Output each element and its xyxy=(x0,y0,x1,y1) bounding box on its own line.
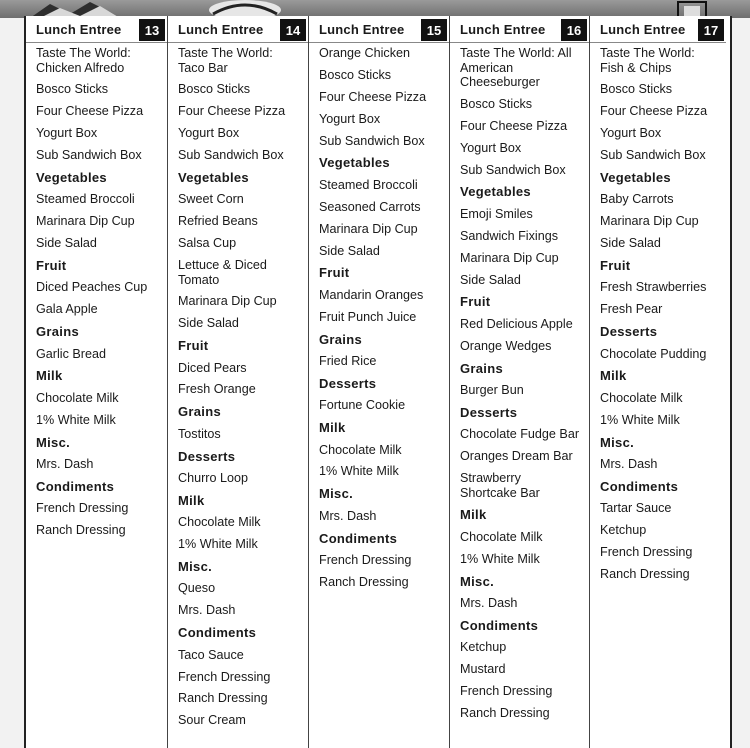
column-body xyxy=(168,43,308,728)
section-heading: Misc. xyxy=(319,486,354,502)
section-heading: Milk xyxy=(460,507,487,523)
entree-item: Bosco Sticks xyxy=(319,67,392,82)
menu-item: Ranch Dressing xyxy=(319,574,409,589)
menu-item: Ketchup xyxy=(460,640,507,655)
column-body xyxy=(590,43,726,581)
menu-item: Tartar Sauce xyxy=(600,501,672,516)
entree-item: Yogurt Box xyxy=(600,126,662,141)
entree-item: Taste The World: All American Cheeseburger xyxy=(460,46,572,89)
section-heading: Misc. xyxy=(600,434,635,450)
menu-item: Mandarin Oranges xyxy=(319,287,424,302)
day-column-14 xyxy=(168,16,309,748)
menu-item: 1% White Milk xyxy=(319,464,399,479)
entree-item: Four Cheese Pizza xyxy=(178,104,286,119)
menu-item: Ranch Dressing xyxy=(460,705,550,720)
menu-item: French Dressing xyxy=(178,669,271,684)
menu-sheet xyxy=(24,16,732,748)
menu-item: Fresh Pear xyxy=(600,302,663,317)
column-title: Lunch Entree xyxy=(460,21,546,37)
entree-item: Sub Sandwich Box xyxy=(460,162,566,177)
section-heading: Desserts xyxy=(178,448,236,464)
column-title: Lunch Entree xyxy=(600,21,686,37)
section-heading: Milk xyxy=(178,492,205,508)
menu-item: Mrs. Dash xyxy=(319,508,377,523)
section-heading: Grains xyxy=(36,324,79,340)
menu-item: Mrs. Dash xyxy=(178,603,236,618)
section-heading: Desserts xyxy=(600,324,658,340)
section-heading: Grains xyxy=(319,331,362,347)
section-heading: Condiments xyxy=(600,478,679,494)
entree-item: Bosco Sticks xyxy=(36,82,109,97)
column-title: Lunch Entree xyxy=(319,21,405,37)
menu-item: French Dressing xyxy=(460,684,553,699)
column-header xyxy=(450,16,589,43)
menu-item: Chocolate Milk xyxy=(600,390,683,405)
section-heading: Milk xyxy=(36,368,63,384)
menu-item: Side Salad xyxy=(178,316,239,331)
section-heading: Vegetables xyxy=(600,169,671,185)
entree-item: Four Cheese Pizza xyxy=(600,104,708,119)
menu-item: Queso xyxy=(178,581,216,596)
menu-item: Diced Peaches Cup xyxy=(36,280,148,295)
menu-item: Churro Loop xyxy=(178,471,249,486)
menu-item: Ketchup xyxy=(600,523,647,538)
menu-item: Marinara Dip Cup xyxy=(600,214,699,229)
menu-item: Marinara Dip Cup xyxy=(319,221,418,236)
section-heading: Milk xyxy=(600,368,627,384)
entree-item: Yogurt Box xyxy=(319,111,381,126)
section-heading: Fruit xyxy=(600,258,631,274)
section-heading: Condiments xyxy=(460,617,539,633)
menu-item: Gala Apple xyxy=(36,302,98,317)
entree-item: Sub Sandwich Box xyxy=(319,133,425,148)
menu-item: French Dressing xyxy=(600,545,693,560)
day-column-15 xyxy=(309,16,450,748)
entree-item: Sub Sandwich Box xyxy=(178,148,284,163)
section-heading: Grains xyxy=(460,360,503,376)
entree-item: Four Cheese Pizza xyxy=(36,104,144,119)
menu-item: Red Delicious Apple xyxy=(460,316,573,331)
entree-item: Bosco Sticks xyxy=(460,96,533,111)
menu-item: Seasoned Carrots xyxy=(319,199,421,214)
section-heading: Fruit xyxy=(460,294,491,310)
section-heading: Condiments xyxy=(319,530,398,546)
menu-item: Lettuce & Diced Tomato xyxy=(178,258,267,287)
section-heading: Grains xyxy=(178,404,221,420)
menu-item: Taco Sauce xyxy=(178,647,244,662)
column-header xyxy=(309,16,449,43)
section-heading: Milk xyxy=(319,420,346,436)
menu-item: Sour Cream xyxy=(178,713,246,728)
menu-item: Side Salad xyxy=(460,272,521,287)
menu-item: Marinara Dip Cup xyxy=(178,294,277,309)
day-column-17 xyxy=(590,16,726,748)
menu-item: Fresh Orange xyxy=(178,382,256,397)
menu-item: Chocolate Fudge Bar xyxy=(460,427,580,442)
section-heading: Vegetables xyxy=(319,155,390,171)
entree-item: Four Cheese Pizza xyxy=(460,118,568,133)
day-column-13 xyxy=(26,16,168,748)
day-number-badge: 15 xyxy=(421,19,447,41)
entree-item: Sub Sandwich Box xyxy=(36,148,142,163)
section-heading: Misc. xyxy=(36,434,71,450)
column-title: Lunch Entree xyxy=(36,21,122,37)
section-heading: Fruit xyxy=(319,265,350,281)
menu-item: Chocolate Milk xyxy=(319,442,402,457)
menu-item: Chocolate Milk xyxy=(36,390,119,405)
menu-item: Chocolate Milk xyxy=(460,529,543,544)
menu-item: Diced Pears xyxy=(178,360,247,375)
menu-item: Emoji Smiles xyxy=(460,206,533,221)
column-body xyxy=(450,43,589,720)
menu-item: Mustard xyxy=(460,662,506,677)
menu-item: Side Salad xyxy=(36,236,97,251)
entree-item: Four Cheese Pizza xyxy=(319,89,427,104)
menu-item: Mrs. Dash xyxy=(600,457,658,472)
menu-item: Chocolate Pudding xyxy=(600,346,707,361)
section-heading: Condiments xyxy=(36,478,115,494)
entree-item: Taste The World: Taco Bar xyxy=(178,46,273,75)
section-heading: Fruit xyxy=(36,258,67,274)
menu-item: Sandwich Fixings xyxy=(460,228,558,243)
entree-item: Taste The World: Chicken Alfredo xyxy=(36,46,131,75)
menu-item: Side Salad xyxy=(600,236,661,251)
menu-item: French Dressing xyxy=(36,501,129,516)
menu-item: Marinara Dip Cup xyxy=(36,214,135,229)
menu-item: Steamed Broccoli xyxy=(36,192,135,207)
menu-item: Garlic Bread xyxy=(36,346,106,361)
menu-item: Tostitos xyxy=(178,426,221,441)
menu-item: Fresh Strawberries xyxy=(600,280,707,295)
section-heading: Misc. xyxy=(460,573,495,589)
section-heading: Fruit xyxy=(178,338,209,354)
menu-item: Ranch Dressing xyxy=(600,566,690,581)
menu-item: Refried Beans xyxy=(178,214,258,229)
column-header xyxy=(26,16,167,43)
menu-item: Ranch Dressing xyxy=(178,691,268,706)
entree-item: Taste The World: Fish & Chips xyxy=(600,46,695,75)
menu-item: Oranges Dream Bar xyxy=(460,449,573,464)
entree-item: Yogurt Box xyxy=(36,126,98,141)
section-heading: Vegetables xyxy=(178,169,249,185)
menu-item: 1% White Milk xyxy=(460,551,540,566)
menu-item: 1% White Milk xyxy=(600,412,680,427)
menu-item: Baby Carrots xyxy=(600,192,674,207)
entree-item: Yogurt Box xyxy=(178,126,240,141)
entree-item: Bosco Sticks xyxy=(600,82,673,97)
menu-item: Fried Rice xyxy=(319,353,377,368)
entree-item: Orange Chicken xyxy=(319,46,411,60)
menu-item: Orange Wedges xyxy=(460,338,552,353)
section-heading: Misc. xyxy=(178,559,213,575)
menu-item: Strawberry Shortcake Bar xyxy=(460,471,540,500)
day-number-badge: 16 xyxy=(561,19,587,41)
section-heading: Desserts xyxy=(460,404,518,420)
menu-item: Steamed Broccoli xyxy=(319,177,418,192)
day-number-badge: 13 xyxy=(139,19,165,41)
entree-item: Sub Sandwich Box xyxy=(600,148,706,163)
column-header xyxy=(590,16,726,43)
menu-item: French Dressing xyxy=(319,552,412,567)
section-heading: Desserts xyxy=(319,375,377,391)
day-column-16 xyxy=(450,16,590,748)
menu-item: Salsa Cup xyxy=(178,236,237,251)
day-number-badge: 17 xyxy=(698,19,724,41)
menu-item: Mrs. Dash xyxy=(460,595,518,610)
menu-item: 1% White Milk xyxy=(36,412,116,427)
menu-item: Marinara Dip Cup xyxy=(460,250,559,265)
section-heading: Condiments xyxy=(178,625,257,641)
menu-item: Fruit Punch Juice xyxy=(319,309,417,324)
entree-item: Bosco Sticks xyxy=(178,82,251,97)
menu-item: Side Salad xyxy=(319,243,380,258)
menu-item: Sweet Corn xyxy=(178,192,244,207)
section-heading: Vegetables xyxy=(460,184,531,200)
menu-item: Ranch Dressing xyxy=(36,523,126,538)
menu-item: Mrs. Dash xyxy=(36,457,94,472)
menu-item: Fortune Cookie xyxy=(319,398,406,413)
day-number-badge: 14 xyxy=(280,19,306,41)
menu-item: Burger Bun xyxy=(460,382,524,397)
section-heading: Vegetables xyxy=(36,169,107,185)
menu-item: Chocolate Milk xyxy=(178,515,261,530)
entree-item: Yogurt Box xyxy=(460,140,522,155)
column-body xyxy=(26,43,167,538)
menu-item: 1% White Milk xyxy=(178,537,258,552)
column-body xyxy=(309,43,449,589)
column-title: Lunch Entree xyxy=(178,21,264,37)
column-header xyxy=(168,16,308,43)
